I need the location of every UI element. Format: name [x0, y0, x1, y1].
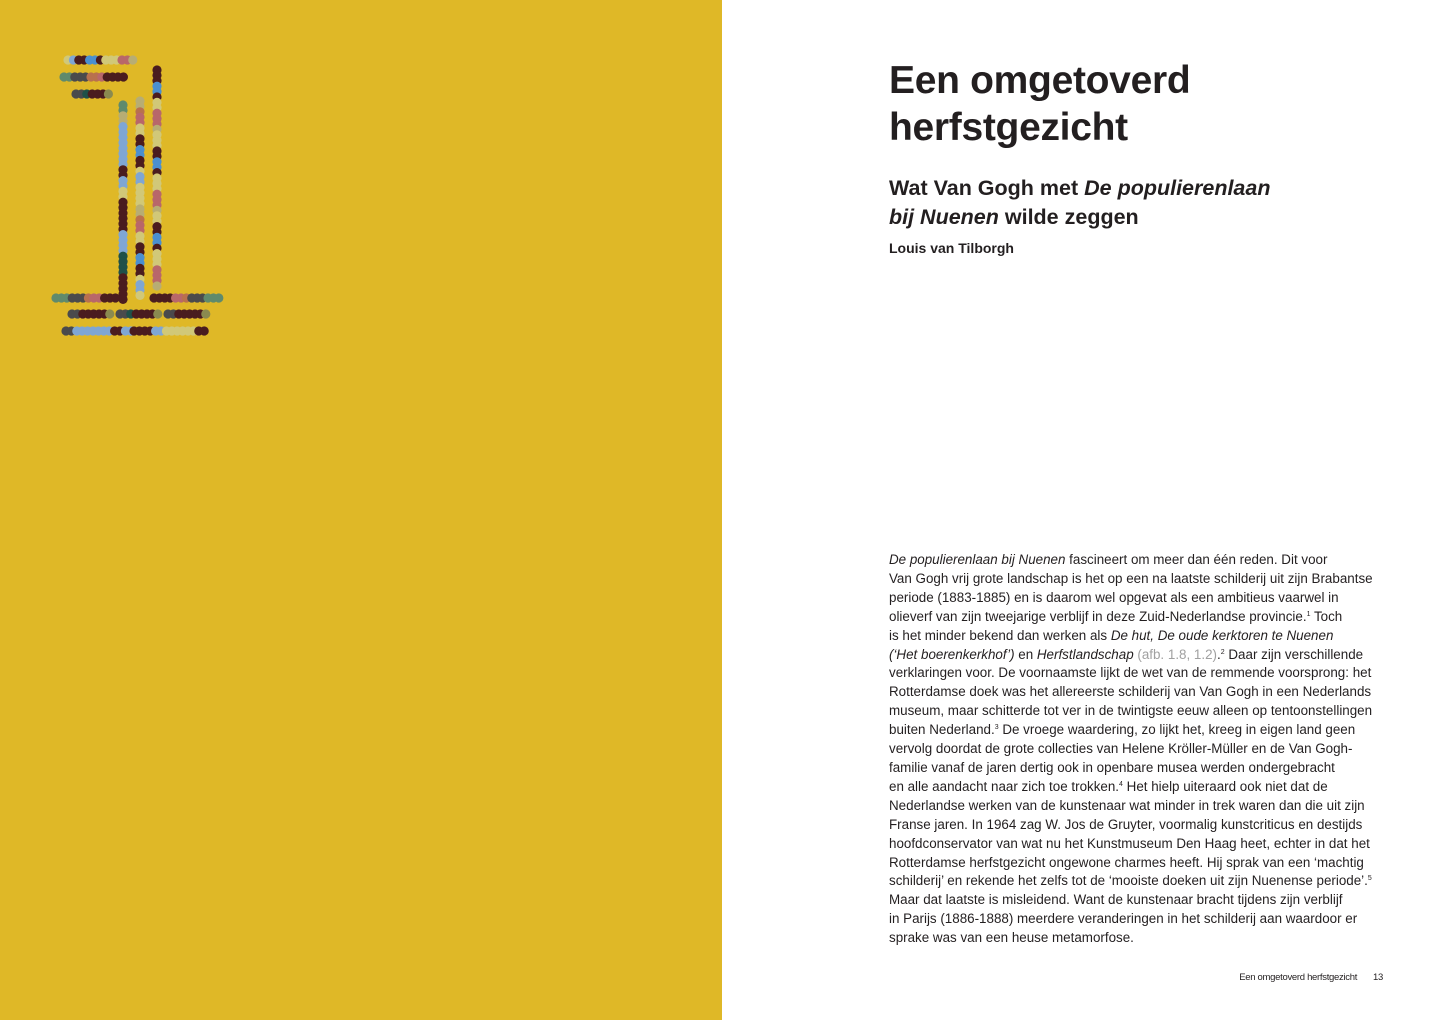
text-run: Rotterdamse herfstgezicht ongewone charmes heeft. Hij sprak van een ‘machtig: [889, 854, 1364, 870]
italic-title: Herfstlandschap: [1036, 646, 1134, 662]
text-run: Maar dat laatste is misleidend. Want de kunstenaar bracht tijdens zijn verblijf: [889, 892, 1343, 908]
numeral-dot: [105, 309, 114, 318]
numeral-dot: [119, 72, 128, 81]
footnote-marker: 4: [1119, 780, 1123, 788]
numeral-dot: [152, 281, 161, 290]
running-title: Een omgetoverd herfstgezicht: [1239, 972, 1358, 983]
subtitle-italic1: De populierenlaan: [1084, 176, 1271, 200]
body-line: [889, 664, 1389, 683]
italic-title: De hut, De oude kerktoren te Nuenen: [1110, 627, 1334, 643]
body-line: [889, 910, 1389, 929]
page-number: 13: [1373, 972, 1383, 983]
numeral-dot: [200, 326, 209, 335]
footnote-marker: 5: [1367, 875, 1372, 883]
subtitle-pre: Wat Van Gogh met: [889, 176, 1085, 200]
body-line: [889, 854, 1389, 873]
text-run: vervolg doordat de grote collecties van Helene Kröller-Müller en de Van Gogh-: [889, 741, 1353, 757]
text-run: museum, maar schitterde tot ver in de twintigste eeuw alleen op tentoonstellingen: [889, 703, 1373, 719]
text-run: Van Gogh vrij grote landschap is het op een na laatste schilderij uit zijn Brabantse: [889, 570, 1373, 586]
body-line: [889, 740, 1389, 759]
chapter-title: [889, 57, 1190, 151]
figure-reference: (afb. 1.8, 1.2): [1133, 646, 1218, 662]
page-footer: [1239, 972, 1383, 983]
text-run: periode (1883-1885) en is daarom wel opgevat als een ambitieus vaarwel in: [889, 589, 1339, 605]
text-run: en alle aandacht naar zich toe trokken.: [889, 778, 1120, 794]
text-run: Het hielp uiteraard ook niet dat de: [1122, 778, 1328, 794]
body-line: [889, 778, 1389, 797]
body-line: [889, 759, 1389, 778]
body-text: [889, 551, 1389, 948]
text-run: in Parijs (1886-1888) meerdere veranderingen in het schilderij aan waardoor er: [889, 911, 1358, 927]
body-line: [889, 872, 1389, 891]
footnote-marker: 1: [1306, 610, 1311, 618]
text-run: Nederlandse werken van de kunstenaar wat minder in trek waren dan die uit zijn: [889, 797, 1365, 813]
text-run: Toch: [1310, 608, 1343, 624]
text-run: sprake was van een heuse metamorfose.: [889, 930, 1134, 946]
dotted-numeral-one: [0, 0, 240, 350]
text-run: De vroege waardering, zo lijkt het, kreeg in eigen land geen: [998, 722, 1356, 738]
body-line: [889, 683, 1389, 702]
body-line: [889, 627, 1389, 646]
chapter-title-line2: herfstgezicht: [889, 106, 1128, 149]
text-run: hoofdconservator van wat nu het Kunstmuseum Den Haag heet, echter in dat het: [889, 835, 1370, 851]
text-run: Rotterdamse doek was het allereerste schilderij van Van Gogh in een Nederlands: [889, 684, 1372, 700]
body-line: [889, 551, 1389, 570]
text-run: .: [1217, 646, 1221, 662]
footnote-marker: 3: [994, 724, 999, 732]
footnote-marker: 2: [1220, 648, 1225, 656]
text-run: verklaringen voor. De voornaamste lijkt de wet van de remmende voorsprong: het: [889, 665, 1372, 681]
text-run: en: [1014, 646, 1037, 662]
subtitle-post: wilde zeggen: [998, 205, 1139, 229]
chapter-title-line1: Een omgetoverd: [889, 59, 1191, 102]
text-run: buiten Nederland.: [889, 722, 995, 738]
body-line: [889, 646, 1389, 665]
numeral-dot: [111, 293, 120, 302]
numeral-dot: [128, 55, 137, 64]
body-line: [889, 929, 1389, 948]
text-run: fascineert om meer dan één reden. Dit voor: [1065, 552, 1328, 567]
chapter-subtitle: [889, 174, 1270, 232]
numeral-dot: [104, 89, 113, 98]
numeral-dot: [201, 309, 210, 318]
text-run: Franse jaren. In 1964 zag W. Jos de Gruyter, voormalig kunstcriticus en destijds: [889, 816, 1363, 832]
body-line: [889, 721, 1389, 740]
body-line: [889, 702, 1389, 721]
numeral-dot: [153, 309, 162, 318]
body-line: [889, 891, 1389, 910]
left-page: [0, 0, 722, 1020]
body-line: [889, 797, 1389, 816]
italic-title: (‘Het boerenkerkhof’): [889, 646, 1015, 662]
body-line: [889, 835, 1389, 854]
body-line: [889, 570, 1389, 589]
italic-title: De populierenlaan bij Nuenen: [889, 552, 1066, 567]
numeral-dot: [214, 293, 223, 302]
text-run: familie vanaf de jaren dertig ook in openbare musea werden ondergebracht: [889, 759, 1335, 775]
numeral-dot: [135, 291, 144, 300]
text-run: is het minder bekend dan werken als: [889, 627, 1111, 643]
text-run: schilderij’ en rekende het zelfs tot de ‘mooiste doeken uit zijn Nuenense periode’.: [889, 873, 1368, 889]
text-run: olieverf van zijn tweejarige verblijf in deze Zuid-Nederlandse provincie.: [889, 608, 1307, 624]
author: Louis van Tilborgh: [889, 240, 1014, 256]
text-run: Daar zijn verschillende: [1224, 646, 1364, 662]
body-line: [889, 608, 1389, 627]
subtitle-italic2: bij Nuenen: [889, 205, 999, 229]
body-line: [889, 589, 1389, 608]
body-line: [889, 816, 1389, 835]
